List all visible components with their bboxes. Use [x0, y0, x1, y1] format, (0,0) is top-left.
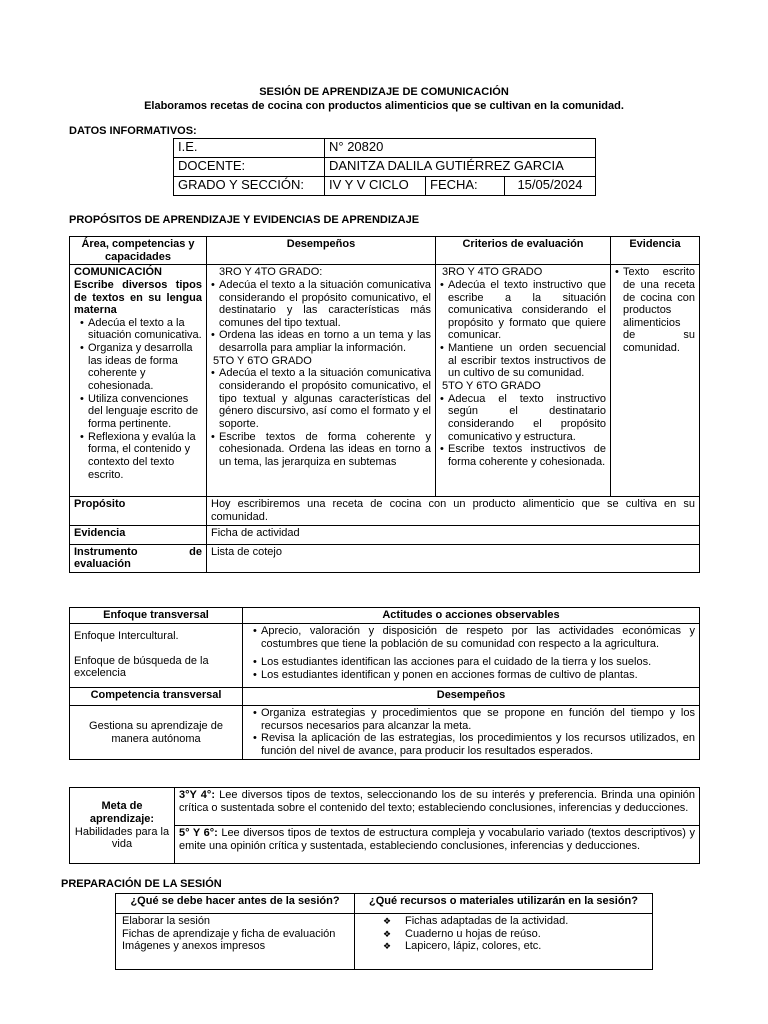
list-item: • Texto escrito de una receta de cocina con productos alimenticios de su comunidad.: [615, 266, 695, 354]
enfoques-cell: [70, 624, 243, 688]
antes-cell: [116, 914, 355, 970]
list-item: ❖ Fichas adaptadas de la actividad.: [383, 915, 648, 928]
enfoque-intercultural: Enfoque Intercultural.: [74, 630, 179, 642]
grado-value: IV Y V CICLO: [325, 177, 426, 196]
datos-label: DATOS INFORMATIVOS:: [69, 125, 197, 137]
actitudes-cell: [243, 624, 700, 688]
list-item: • Reflexiona y evalúa la forma, el contenido y contexto del texto escrito.: [80, 431, 202, 482]
meta-label: Meta de aprendizaje:: [89, 800, 155, 825]
list-item: ❖ Lapicero, lápiz, colores, etc.: [383, 940, 648, 953]
list-item: • Organiza y desarrolla las ideas de forma coherente y cohesionada.: [80, 342, 202, 393]
col-criterios: Criterios de evaluación: [436, 237, 611, 265]
col-recursos: ¿Qué recursos o materiales utilizarán en la sesión?: [355, 894, 653, 914]
enfoque-excelencia: Enfoque de búsqueda de la excelencia: [74, 654, 209, 680]
meta-row-1-text: Lee diversos tipos de textos, seleccionando los de su interés y preferencia. Brinda una opinión crítica o sustentada sobre el contenido del texto; estableciendo conclusiones, inferencias y deducciones.: [179, 789, 695, 814]
list-item: • Revisa la aplicación de las estrategias, los procedimientos y los recursos utilizados, en función del nivel de avance, para producir los resultados esperados.: [253, 732, 695, 757]
competencia-value: Gestiona su aprendizaje de manera autónoma: [70, 706, 243, 760]
list-item: • Ordena las ideas en torno a un tema y las desarrolla para ampliar la información.: [211, 329, 431, 354]
meta-row-2-text: Lee diversos tipos de textos de estructura compleja y vocabulario variado (textos descriptivos) y emite una opinión crítica y sustentada, estableciendo conclusiones, inferencias y deducciones.: [179, 827, 696, 852]
docente-value: DANITZA DALILA GUTIÉRREZ GARCIA: [325, 158, 596, 177]
preparacion-table: [115, 893, 653, 970]
proposito-label: Propósito: [70, 497, 207, 525]
list-item: • Adecúa el texto instructivo que escribe a la situación comunicativa considerando el propósito y formato que quiere comunicar.: [440, 279, 606, 342]
meta-row-1-prefix: 3°Y 4°:: [179, 789, 215, 801]
meta-table: [69, 787, 700, 864]
instrumento-value: Lista de cotejo: [207, 544, 700, 572]
list-item: • Mantiene un orden secuencial al escribir textos instructivos de un cultivo de su comunidad.: [440, 342, 606, 380]
area-cell: [70, 265, 207, 497]
list-item: • Adecúa el texto a la situación comunicativa considerando el propósito comunicativo, el tipo textual y algunas características del género discursivo, así como el formato y el soporte.: [211, 367, 431, 430]
meta-label-cell: [70, 788, 175, 864]
proposito-value: Hoy escribiremos una receta de cocina con un producto alimenticio que se cultiva en su comunidad.: [207, 497, 700, 525]
propositos-label: PROPÓSITOS DE APRENDIZAJE Y EVIDENCIAS DE APRENDIZAJE: [69, 214, 420, 226]
preparacion-label: PREPARACIÓN DE LA SESIÓN: [61, 878, 222, 890]
desempenos-transversal-cell: [243, 706, 700, 760]
col-desempenos: Desempeños: [207, 237, 436, 265]
desemp-grado-2: 5TO Y 6TO GRADO: [213, 354, 312, 367]
evidencia-value: Ficha de actividad: [207, 525, 700, 544]
list-item: • Los estudiantes identifican y ponen en acciones formas de cultivo de plantas.: [253, 669, 695, 682]
meta-row-1: [175, 788, 700, 826]
list-item: • Aprecio, valoración y disposición de respeto por las actividades económicas y costumbres que tiene la población de su comunidad con respecto a la agricultura.: [253, 625, 695, 650]
desempenos-transversal-list: [247, 707, 695, 758]
recursos-cell: [355, 914, 653, 970]
crit-grado-2: 5TO Y 6TO GRADO: [442, 380, 541, 393]
col-evidencia: Evidencia: [611, 237, 700, 265]
recursos-list: [383, 915, 648, 953]
criterios-cell: [436, 265, 611, 497]
col-competencia: Competencia transversal: [70, 688, 243, 706]
list-item: ❖ Cuaderno u hojas de reúso.: [383, 928, 648, 941]
desemp-list-2: [211, 367, 431, 468]
list-item: • Adecua el texto instructivo según el destinatario considerando el propósito comunicativo y estructura.: [440, 393, 606, 444]
col-enfoque: Enfoque transversal: [70, 608, 243, 624]
desemp-list-1: [211, 279, 431, 355]
ie-label: I.E.: [174, 139, 325, 158]
fecha-label: FECHA:: [426, 177, 505, 196]
list-item: • Adecúa el texto a la situación comunicativa considerando el propósito comunicativo, el destinatario y las características más comunes del tipo textual.: [211, 279, 431, 330]
capacidades-list: [74, 317, 202, 481]
list-item: Imágenes y anexos impresos: [122, 940, 266, 953]
docente-label: DOCENTE:: [174, 158, 325, 177]
page-subtitle: Elaboramos recetas de cocina con productos alimenticios que se cultivan en la comunidad.: [144, 100, 624, 112]
crit-list-1: [440, 279, 606, 380]
datos-table: [173, 138, 596, 196]
col-actitudes: Actitudes o acciones observables: [243, 608, 700, 624]
list-item: • Escribe textos de forma coherente y cohesionada. Ordena las ideas en torno a un tema, las jerarquiza en subtemas: [211, 431, 431, 469]
page-title: SESIÓN DE APRENDIZAJE DE COMUNICACIÓN: [259, 86, 509, 98]
meta-row-2: [175, 826, 700, 864]
col-desempenos-transversal: Desempeños: [243, 688, 700, 706]
area-competencia: Escribe diversos tipos de textos en su lengua materna: [74, 278, 202, 317]
list-item: • Utiliza convenciones del lenguaje escrito de forma pertinente.: [80, 393, 202, 431]
crit-list-2: [440, 393, 606, 469]
desempenos-cell: [207, 265, 436, 497]
desemp-grado-1: 3RO Y 4TO GRADO:: [219, 266, 323, 279]
meta-habilidades: Habilidades para la vida: [74, 825, 170, 851]
fecha-value: 15/05/2024: [505, 177, 596, 196]
enfoques-table: [69, 607, 700, 760]
evidencia-label: Evidencia: [70, 525, 207, 544]
crit-grado-1: 3RO Y 4TO GRADO: [442, 266, 543, 279]
col-antes: ¿Qué se debe hacer antes de la sesión?: [116, 894, 355, 914]
list-item: • Los estudiantes identifican las acciones para el cuidado de la tierra y los suelos.: [253, 656, 695, 669]
evidencia-cell: [611, 265, 700, 497]
list-item: • Adecúa el texto a la situación comunicativa.: [80, 317, 202, 342]
col-area: Área, competencias y capacidades: [70, 237, 207, 265]
list-item: • Organiza estrategias y procedimientos que se propone en función del tiempo y los recursos necesarios para alcanzar la meta.: [253, 707, 695, 732]
list-item: Elaborar la sesión: [122, 915, 211, 927]
actitudes-list: [247, 625, 695, 682]
ie-value: N° 20820: [325, 139, 596, 158]
list-item: Fichas de aprendizaje y ficha de evaluación: [122, 927, 336, 940]
meta-row-2-prefix: 5° Y 6°:: [179, 827, 218, 839]
area-title: COMUNICACIÓN: [74, 266, 162, 279]
propositos-table: [69, 236, 700, 573]
grado-label: GRADO Y SECCIÓN:: [174, 177, 325, 196]
list-item: • Escribe textos instructivos de forma coherente y cohesionada.: [440, 443, 606, 468]
evidencia-list: [615, 266, 695, 354]
instrumento-label: Instrumento de evaluación: [70, 544, 207, 572]
